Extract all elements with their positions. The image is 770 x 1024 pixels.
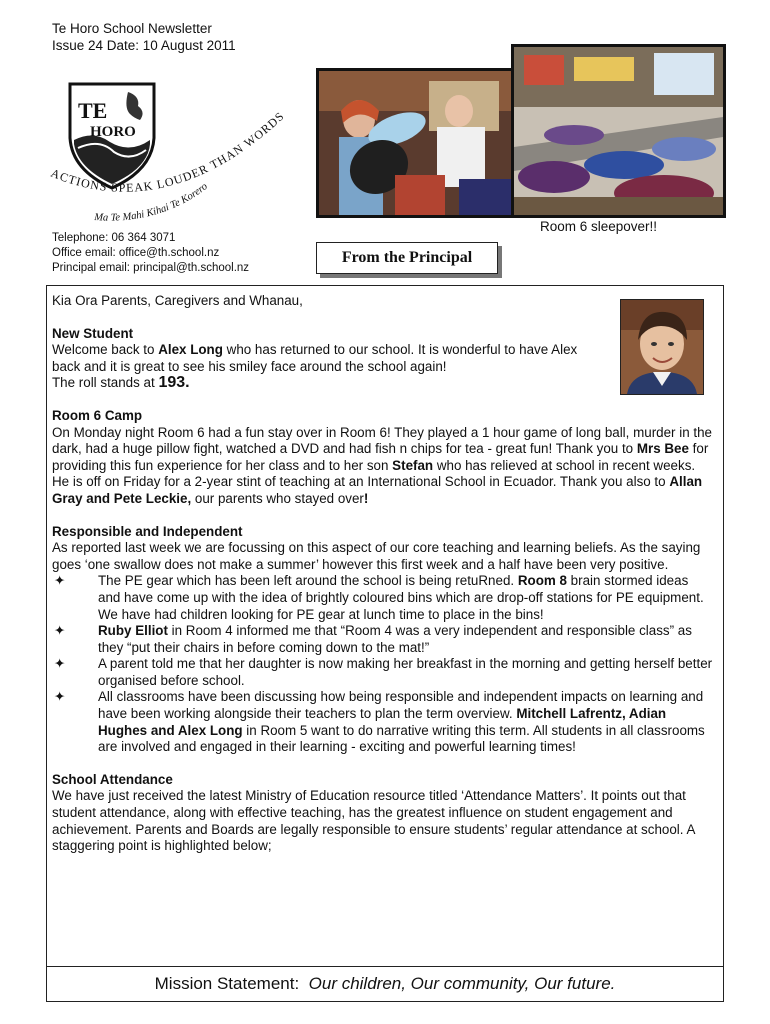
list-item: ✦ The PE gear which has been left around the school is being retuRned. Room 8 brain stormed ideas and have come up with the idea of brightly coloured bins which are drop-off stations for PE equipment. We have had children looking for PE gear at lunch time to place in the bins! [54,573,704,622]
logo-motto-english: ACTIONS SPEAK LOUDER THAN WORDS [48,108,288,195]
office-email: Office email: office@th.school.nz [52,247,220,259]
logo-motto-maori: Ma Te Mahi Kihai Te Korero [93,181,210,224]
new-student-text: Welcome back to Alex Long who has returned to our school. It is wonderful to have Alex back and it is great to see his smiley face around the school again! [52,342,578,374]
bullet-star-icon: ✦ [54,573,66,589]
sleepover-photo [511,44,726,218]
list-item: ✦ A parent told me that her daughter is now making her breakfast in the morning and getting herself better organised before school. [54,656,713,688]
new-student-heading: New Student [52,325,134,341]
newsletter-title: Te Horo School Newsletter [52,21,212,36]
list-item: ✦ Ruby Elliot in Room 4 informed me that “Room 4 was a very independent and responsible class” as they “put their chairs in before coming down to the mat!” [54,623,692,655]
room6-camp-heading: Room 6 Camp [52,407,143,423]
newsletter-body [52,293,714,855]
greeting: Kia Ora Parents, Caregivers and Whanau, [52,293,303,308]
responsible-intro: As reported last week we are focussing on this aspect of our core teaching and learning beliefs. As the saying goes ‘one swallow does not make a summer’ however this first week and a half have been very positive. [52,540,701,572]
bullet-star-icon: ✦ [54,656,66,672]
logo-letters-horo: HORO [90,124,136,140]
responsible-heading: Responsible and Independent [52,523,243,539]
issue-date: Issue 24 Date: 10 August 2011 [52,38,236,53]
mission-statement [46,966,724,1002]
mission-text: Our children, Our community, Our future. [308,974,616,993]
bullet-star-icon: ✦ [54,689,66,705]
mission-label: Mission Statement: [154,974,300,993]
attendance-text: We have just received the latest Ministry of Education resource titled ‘Attendance Matters’. It points out that student attendance, along with effective teaching, has the greatest influence on student engagement and achievement. Parents and Boards are legally responsible to ensure students’ regular attendance at school. A staggering point is highlighted below; [52,788,695,854]
room6-camp-text: On Monday night Room 6 had a fun stay over in Room 6! They played a 1 hour game of long ball, murder in the dark, had a huge pillow fight, watched a DVD and had fish n chips for tea - great fun! Thank you to Mrs Bee for providing this fun experience for her class and to her son Stefan who has relieved at school in recent weeks. He is off on Friday for a 2-year stint of teaching at an International School in Ecuador. Thank you also to Allan Gray and Pete Leckie, our parents who stayed over! [52,424,712,506]
photo-caption: Room 6 sleepover!! [540,219,658,234]
bullet-star-icon: ✦ [54,623,66,639]
logo-letters-te: TE [78,98,108,123]
list-item: ✦ All classrooms have been discussing how being responsible and independent impacts on learning and have been working alongside their teachers to plan the term overview. Mitchell Lafrentz, Adian Hughes and Alex Long in Room 5 want to do narrative writing this term. All students in all classrooms are involved and engaged in their learning - exciting and powerful learning times! [54,689,705,755]
attendance-heading: School Attendance [52,771,173,787]
telephone: Telephone: 06 364 3071 [52,232,176,244]
school-logo [44,78,306,228]
student-name: Alex Long [158,342,223,358]
from-the-principal-label: From the Principal [316,242,498,274]
pillow-fight-photo [316,68,514,218]
responsible-list [52,573,714,756]
roll-count: The roll stands at 193. [52,374,190,392]
principal-email: Principal email: principal@th.school.nz [52,262,250,274]
